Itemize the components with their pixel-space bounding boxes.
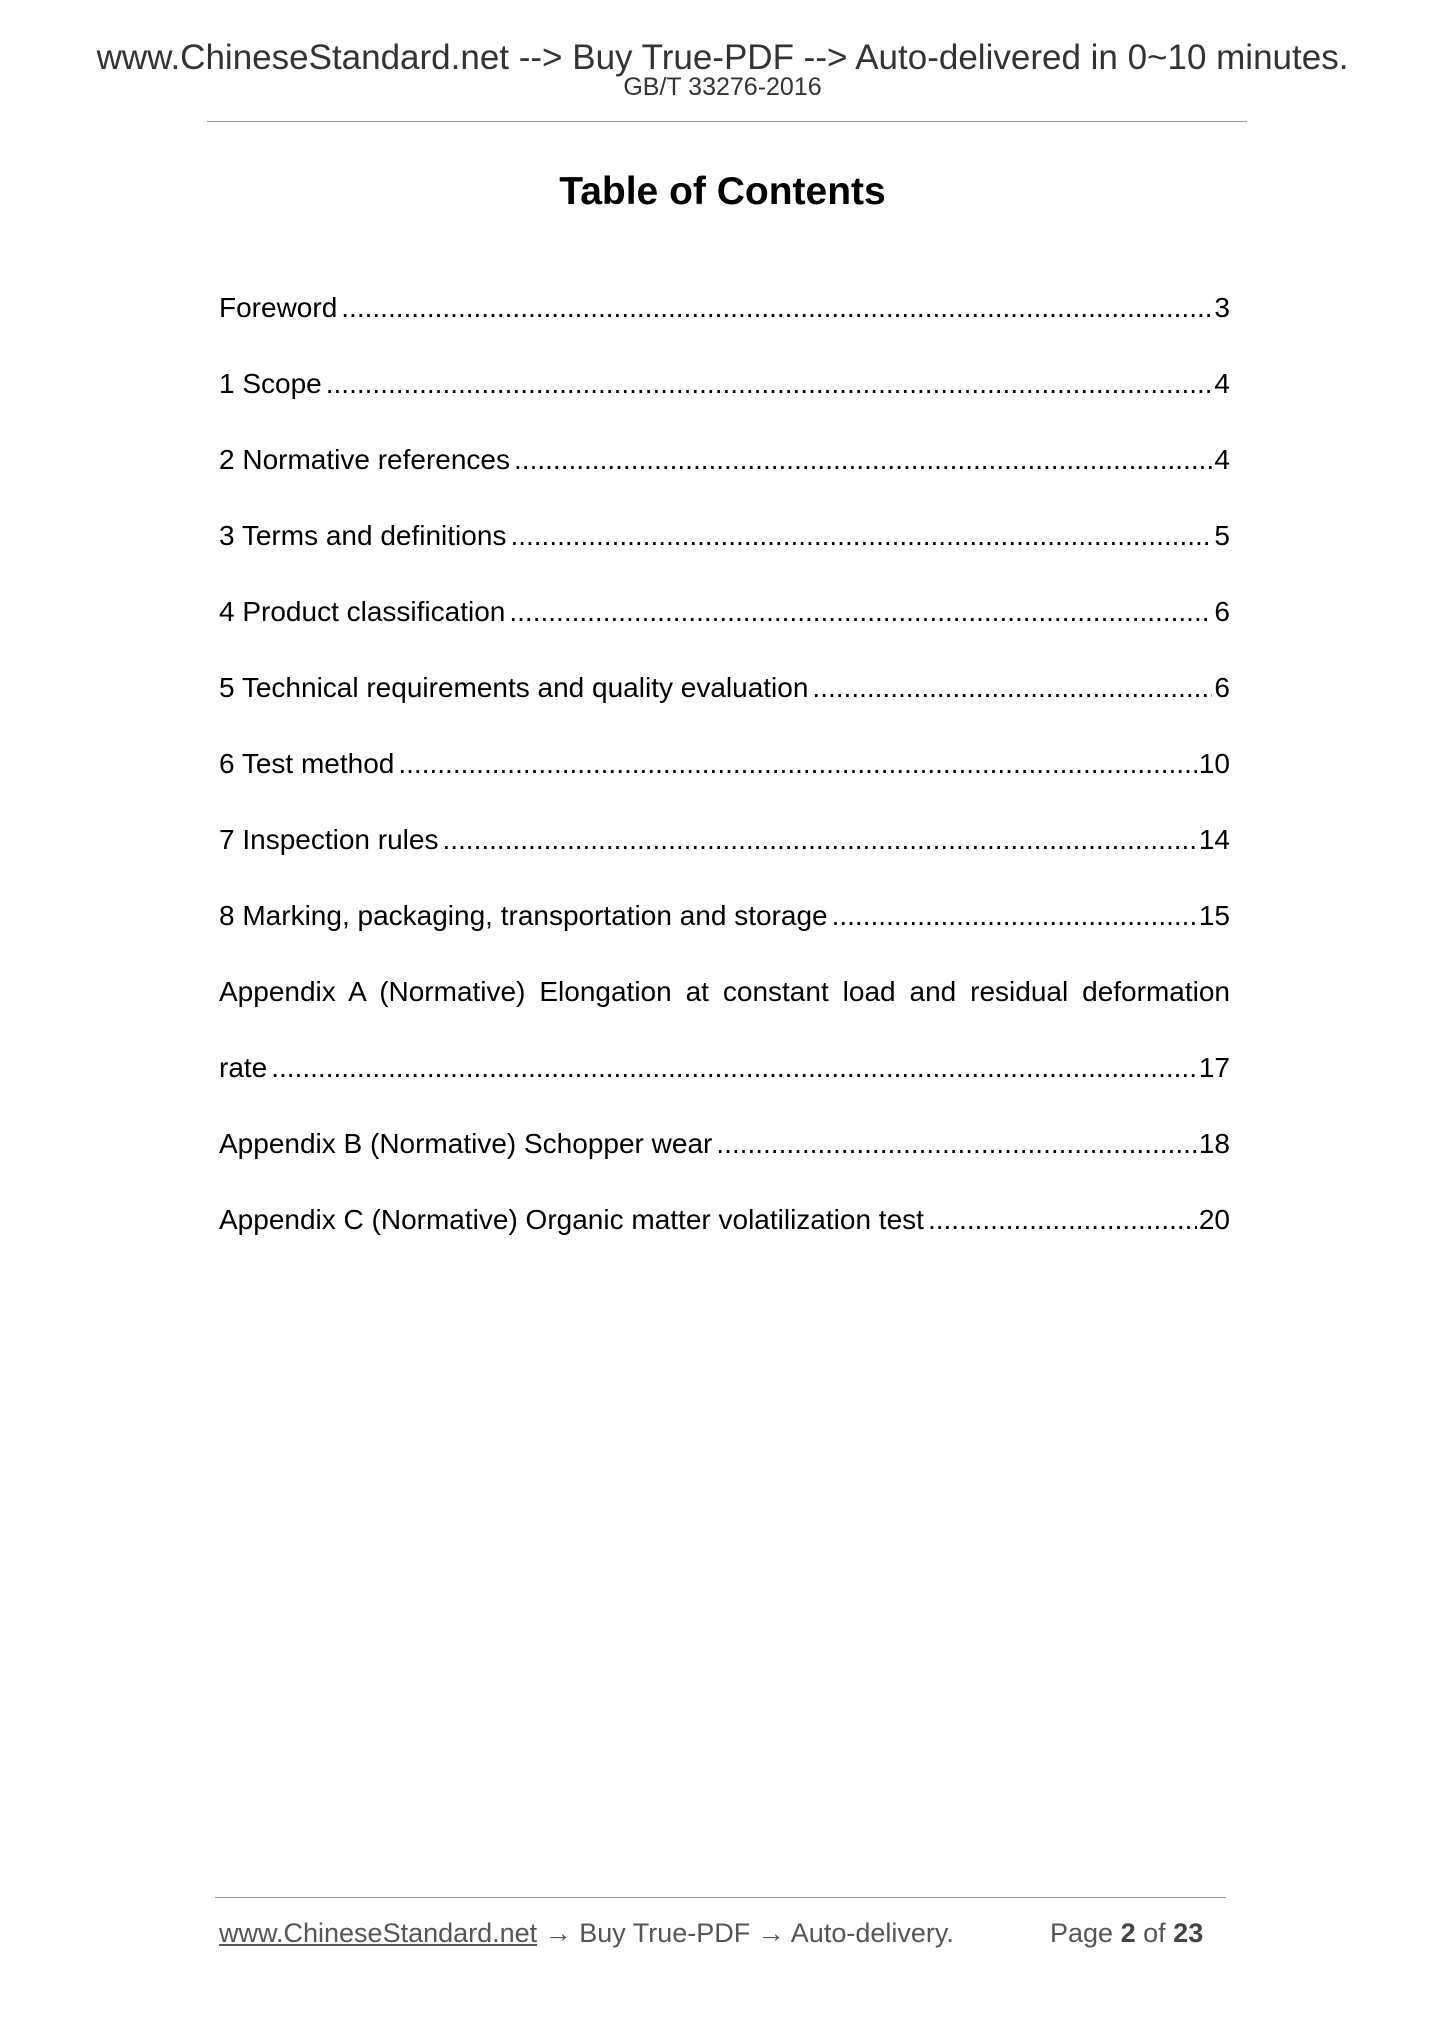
toc-entry-page: 4 bbox=[1214, 368, 1230, 399]
toc-entry-label: 8 Marking, packaging, transportation and storage bbox=[219, 900, 828, 931]
toc-entry-label: Foreword bbox=[219, 292, 338, 323]
toc-entry-product-classification[interactable] bbox=[219, 594, 1230, 670]
toc-leader-dots bbox=[398, 746, 1196, 782]
toc-leader-dots bbox=[509, 594, 1212, 630]
toc-entry-page: 15 bbox=[1198, 900, 1230, 931]
toc-entry-test-method[interactable] bbox=[219, 746, 1230, 822]
toc-entry-page: 18 bbox=[1198, 1128, 1230, 1159]
toc-entry-scope[interactable] bbox=[219, 366, 1230, 442]
toc-entry-label: 6 Test method bbox=[219, 748, 395, 779]
footer-divider bbox=[215, 1897, 1226, 1898]
toc-entry-marking-packaging[interactable] bbox=[219, 898, 1230, 974]
toc-entry-label: 2 Normative references bbox=[219, 444, 511, 475]
footer-delivery-text: Auto-delivery. bbox=[790, 1918, 954, 1948]
toc-entry-page: 6 bbox=[1214, 672, 1230, 703]
toc-entry-foreword[interactable] bbox=[219, 290, 1230, 366]
toc-entry-label: 3 Terms and definitions bbox=[219, 520, 507, 551]
toc-leader-dots bbox=[832, 898, 1197, 934]
toc-entry-page: 20 bbox=[1198, 1204, 1230, 1235]
page-label: Page bbox=[1050, 1918, 1114, 1948]
toc-entry-page: 10 bbox=[1198, 748, 1230, 779]
current-page-number: 2 bbox=[1120, 1918, 1136, 1948]
toc-entry-appendix-b[interactable] bbox=[219, 1126, 1230, 1202]
arrow-right-icon: → bbox=[757, 1918, 785, 1948]
toc-leader-dots bbox=[442, 822, 1196, 858]
toc-leader-dots bbox=[514, 442, 1212, 478]
toc-entry-page: 6 bbox=[1214, 596, 1230, 627]
footer-delivery-note bbox=[219, 1917, 954, 1949]
toc-entry-terms-definitions[interactable] bbox=[219, 518, 1230, 594]
arrow-right-icon: → bbox=[544, 1918, 572, 1948]
toc-entry-normative-references[interactable] bbox=[219, 442, 1230, 518]
toc-entry-technical-requirements[interactable] bbox=[219, 670, 1230, 746]
toc-entry-label: rate bbox=[219, 1052, 268, 1083]
toc-leader-dots bbox=[928, 1202, 1197, 1238]
page-title: Table of Contents bbox=[559, 170, 886, 213]
of-label: of bbox=[1143, 1918, 1166, 1948]
toc-leader-dots bbox=[510, 518, 1212, 554]
toc-entry-label: 4 Product classification bbox=[219, 596, 506, 627]
toc-leader-dots bbox=[326, 366, 1213, 402]
toc-entry-label: 5 Technical requirements and quality evaluation bbox=[219, 672, 809, 703]
site-link[interactable]: www.ChineseStandard.net bbox=[219, 1918, 538, 1948]
toc-leader-dots bbox=[812, 670, 1212, 706]
toc-entry-label: Appendix B (Normative) Schopper wear bbox=[219, 1128, 713, 1159]
toc-entry-page: 3 bbox=[1214, 292, 1230, 323]
toc-entry-inspection-rules[interactable] bbox=[219, 822, 1230, 898]
table-of-contents bbox=[219, 290, 1230, 1278]
header-divider bbox=[207, 121, 1247, 122]
total-pages-number: 23 bbox=[1173, 1918, 1204, 1948]
toc-entry-page: 5 bbox=[1214, 520, 1230, 551]
toc-entry-label: Appendix C (Normative) Organic matter volatilization test bbox=[219, 1204, 924, 1235]
toc-entry-page: 17 bbox=[1198, 1052, 1230, 1083]
toc-entry-page: 4 bbox=[1214, 444, 1230, 475]
header-banner: www.ChineseStandard.net --> Buy True-PDF --> Auto-delivered in 0~10 minutes. bbox=[96, 38, 1349, 77]
toc-entry-appendix-c[interactable] bbox=[219, 1202, 1230, 1278]
toc-leader-dots bbox=[271, 1050, 1197, 1086]
footer-buy-text: Buy True-PDF bbox=[579, 1918, 751, 1948]
toc-leader-dots bbox=[341, 290, 1212, 326]
toc-entry-appendix-a-continued[interactable] bbox=[219, 1050, 1230, 1126]
toc-entry-appendix-a[interactable] bbox=[219, 974, 1230, 1050]
toc-entry-label: Appendix A (Normative) Elongation at constant load and residual deformation bbox=[219, 976, 1230, 1007]
toc-entry-page: 14 bbox=[1198, 824, 1230, 855]
toc-entry-label: 7 Inspection rules bbox=[219, 824, 439, 855]
toc-entry-label: 1 Scope bbox=[219, 368, 322, 399]
toc-leader-dots bbox=[716, 1126, 1197, 1162]
standard-number: GB/T 33276-2016 bbox=[623, 73, 822, 101]
page-indicator bbox=[1050, 1917, 1203, 1949]
